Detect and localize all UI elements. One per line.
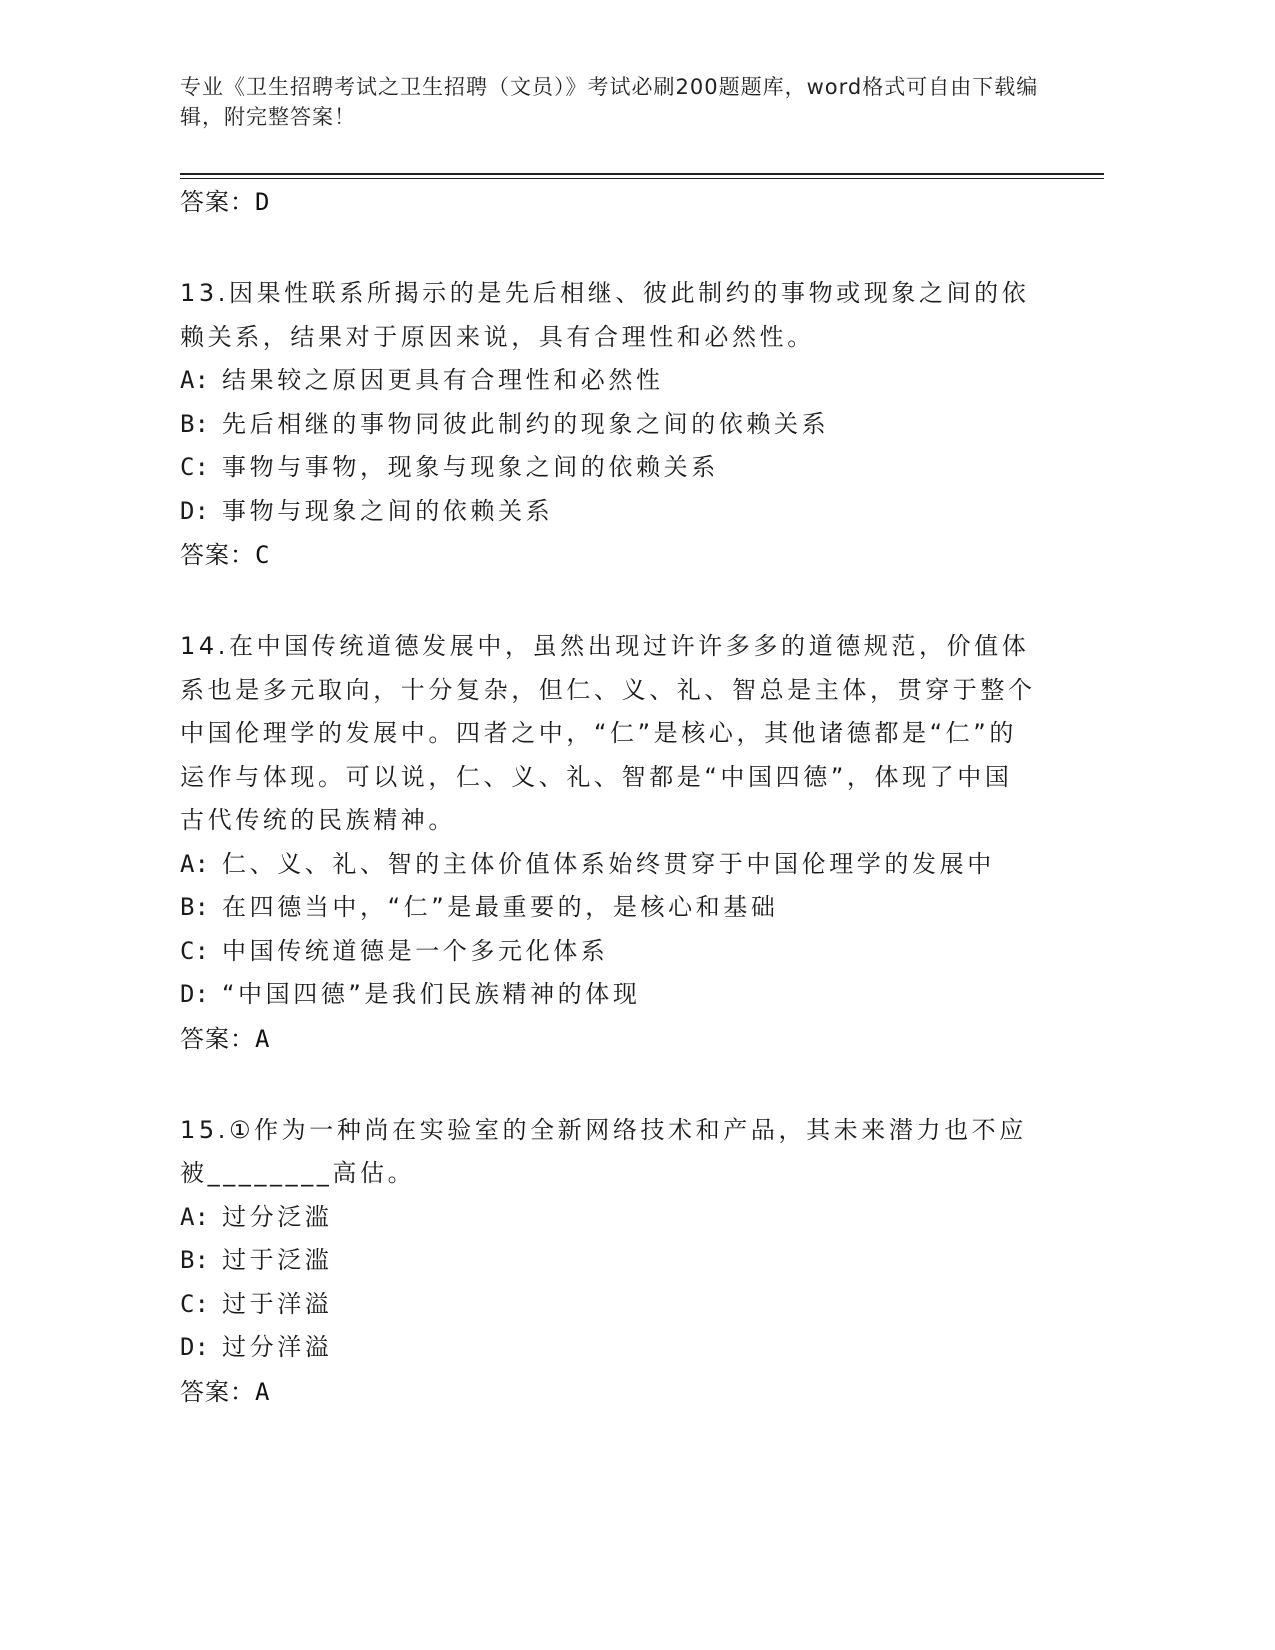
option-key: A:	[180, 1202, 209, 1231]
option-text: 事物与事物，现象与现象之间的依赖关系	[222, 453, 719, 481]
question-stem: 13.因果性联系所揭示的是先后相继、彼此制约的事物或现象之间的依赖关系，结果对于原因来说，具有合理性和必然性。	[180, 279, 1030, 351]
option-key: B:	[180, 1246, 209, 1274]
option-key: A:	[180, 366, 209, 394]
answer-value: C	[255, 541, 271, 569]
option-text: 结果较之原因更具有合理性和必然性	[222, 366, 664, 394]
option-key: B:	[180, 893, 209, 921]
option-text: 在四德当中，“仁”是最重要的，是核心和基础	[222, 893, 779, 921]
question-stem: 15.①作为一种尚在实验室的全新网络技术和产品，其未来潜力也不应被________高估。	[180, 1115, 1027, 1187]
option-key: B:	[180, 409, 209, 438]
spacer	[180, 220, 1040, 272]
option-key: C:	[180, 936, 209, 965]
option-text: 先后相继的事物同彼此制约的现象之间的依赖关系	[222, 409, 830, 438]
question-answer	[180, 1374, 1040, 1410]
question-13	[180, 272, 1040, 573]
question-answer	[180, 537, 1040, 573]
answer-value: D	[255, 188, 271, 216]
option-a	[180, 1196, 1040, 1240]
option-key: D:	[180, 1333, 209, 1361]
option-text: 仁、义、礼、智的主体价值体系始终贯穿于中国伦理学的发展中	[222, 849, 995, 878]
option-text: 过分泛滥	[222, 1202, 333, 1231]
spacer	[180, 573, 1040, 625]
answer-label: 答案：	[180, 188, 255, 216]
option-b	[180, 886, 1040, 930]
spacer	[180, 1057, 1040, 1109]
option-b	[180, 403, 1040, 447]
question-stem: 14.在中国传统道德发展中，虽然出现过许许多多的道德规范，价值体系也是多元取向，十分复杂，但仁、义、礼、智总是主体，贯穿于整个中国伦理学的发展中。四者之中，“仁”是核心，其他诸德都是“仁”的运作与体现。可以说，仁、义、礼、智都是“中国四德”，体现了中国古代传统的民族精神。	[180, 632, 1036, 834]
option-c	[180, 446, 1040, 490]
option-text: 过分洋溢	[222, 1333, 333, 1361]
option-key: D:	[180, 980, 209, 1008]
option-text: 中国传统道德是一个多元化体系	[222, 936, 609, 965]
document-body	[180, 184, 1040, 1410]
option-d	[180, 490, 1040, 534]
option-d	[180, 1326, 1040, 1370]
option-c	[180, 930, 1040, 974]
question-15	[180, 1109, 1040, 1410]
option-text: “中国四德”是我们民族精神的体现	[222, 980, 641, 1008]
option-c	[180, 1283, 1040, 1327]
answer-value: A	[255, 1024, 271, 1053]
answer-label: 答案：	[180, 1024, 255, 1053]
option-text: 过于洋溢	[222, 1289, 333, 1318]
option-text: 事物与现象之间的依赖关系	[222, 496, 554, 525]
answer-value: A	[255, 1377, 271, 1406]
header-rule-thick	[180, 173, 1104, 175]
option-text: 过于泛滥	[222, 1246, 333, 1274]
previous-answer	[180, 184, 1040, 220]
option-b	[180, 1239, 1040, 1283]
answer-label: 答案：	[180, 1377, 255, 1406]
option-key: C:	[180, 1289, 209, 1318]
option-key: A:	[180, 849, 209, 878]
answer-label: 答案：	[180, 541, 255, 569]
option-d	[180, 973, 1040, 1017]
option-key: D:	[180, 496, 209, 525]
header-title: 专业《卫生招聘考试之卫生招聘（文员）》考试必刷200题题库，word格式可自由下载编辑，附完整答案！	[180, 75, 1039, 129]
document-header	[180, 72, 1040, 132]
option-a	[180, 843, 1040, 887]
option-key: C:	[180, 453, 209, 481]
question-answer	[180, 1021, 1040, 1057]
option-a	[180, 359, 1040, 403]
question-14	[180, 625, 1040, 1057]
header-rule-thin	[180, 178, 1104, 179]
